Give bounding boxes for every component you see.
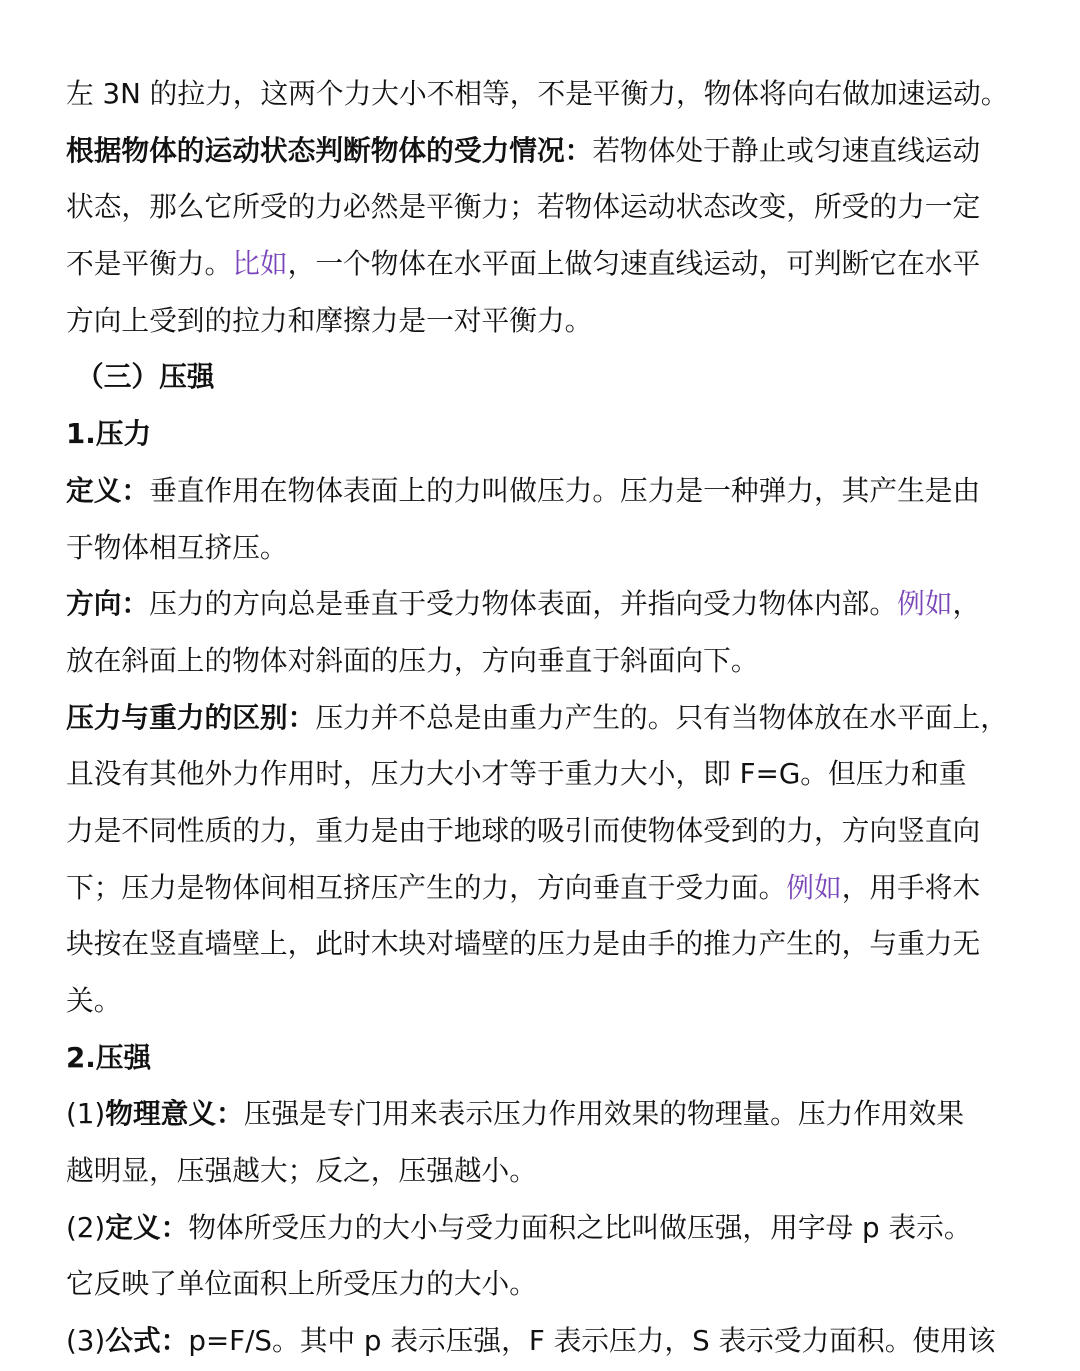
- text-run: 越明显，压强越大；反之，压强越小。: [66, 1154, 537, 1188]
- text-line: [66, 179, 1026, 236]
- text-run: 不是平衡力。: [66, 247, 233, 281]
- text-run: 状态，那么它所受的力必然是平衡力；若物体运动状态改变，所受的力一定: [66, 190, 981, 224]
- text-run: ，一个物体在水平面上做匀速直线运动，可判断它在水平: [287, 247, 981, 281]
- bold-term: 物理意义：: [105, 1097, 244, 1131]
- text-line: [66, 973, 1026, 1030]
- example-marker: 比如: [232, 247, 288, 281]
- bold-term: （三）压强: [76, 360, 215, 394]
- text-run: 压强是专门用来表示压力作用效果的物理量。压力作用效果: [243, 1097, 965, 1131]
- text-run: 力是不同性质的力，重力是由于地球的吸引而使物体受到的力，方向竖直向: [66, 813, 981, 847]
- text-run: 且没有其他外力作用时，压力大小才等于重力大小，即 F=G。但压力和重: [66, 757, 967, 791]
- text-run: 压力并不总是由重力产生的。只有当物体放在水平面上，: [315, 700, 1008, 734]
- text-line: [66, 1313, 1026, 1370]
- text-run: p=F/S。其中 p 表示压强，F 表示压力，S 表示受力面积。使用该: [188, 1324, 996, 1358]
- bold-term: 压力与重力的区别：: [66, 700, 316, 734]
- example-marker: 例如: [786, 870, 842, 904]
- text-line: [66, 463, 1026, 520]
- text-line: [66, 690, 1026, 747]
- text-run: 若物体处于静止或匀速直线运动: [592, 133, 981, 167]
- text-run: 物体所受压力的大小与受力面积之比叫做压强，用字母 p 表示。: [188, 1210, 972, 1244]
- text-run: 方向上受到的拉力和摩擦力是一对平衡力。: [66, 303, 593, 337]
- text-line: [66, 1143, 1026, 1200]
- text-run: 块按在竖直墙壁上，此时木块对墙壁的压力是由手的推力产生的，与重力无: [66, 927, 981, 961]
- bold-term: 定义：: [105, 1210, 189, 1244]
- text-line: [66, 633, 1026, 690]
- document-body: [66, 66, 1026, 1370]
- text-line: [66, 406, 1026, 463]
- text-run: 下；压力是物体间相互挤压产生的力，方向垂直于受力面。: [66, 870, 787, 904]
- text-run: 左 3N 的拉力，这两个力大小不相等，不是平衡力，物体将向右做加速运动。: [66, 77, 1009, 110]
- text-run: 压力的方向总是垂直于受力物体表面，并指向受力物体内部。: [149, 587, 898, 621]
- text-line: [66, 236, 1026, 293]
- text-line: [66, 860, 1026, 917]
- text-run: 于物体相互挤压。: [66, 530, 288, 564]
- text-run: ，用手将木: [841, 870, 981, 904]
- text-line: [66, 66, 1026, 123]
- bold-term: 定义：: [66, 473, 150, 507]
- text-line: [66, 1200, 1026, 1257]
- text-line: [66, 123, 1026, 180]
- text-line: [66, 576, 1026, 633]
- text-line: [66, 1086, 1026, 1143]
- example-marker: 例如: [897, 587, 953, 621]
- bold-term: 2.压强: [66, 1040, 152, 1074]
- text-run: 垂直作用在物体表面上的力叫做压力。压力是一种弹力，其产生是由: [149, 473, 981, 507]
- text-run: 它反映了单位面积上所受压力的大小。: [66, 1267, 537, 1301]
- text-line: [66, 803, 1026, 860]
- text-run: 放在斜面上的物体对斜面的压力，方向垂直于斜面向下。: [66, 643, 759, 677]
- text-line: [66, 293, 1026, 350]
- text-line: [66, 1030, 1026, 1087]
- text-run: 关。: [66, 984, 122, 1017]
- text-line: [66, 349, 1026, 406]
- text-run: (2): [66, 1210, 106, 1244]
- bold-term: 方向：: [66, 587, 150, 621]
- text-line: [66, 520, 1026, 577]
- text-run: ，: [952, 587, 981, 621]
- bold-term: 公式：: [105, 1324, 189, 1358]
- text-run: (1): [66, 1097, 106, 1131]
- bold-term: 1.压力: [66, 417, 152, 451]
- bold-term: 根据物体的运动状态判断物体的受力情况：: [66, 133, 593, 167]
- text-line: [66, 746, 1026, 803]
- text-line: [66, 916, 1026, 973]
- text-run: (3): [66, 1324, 106, 1358]
- text-line: [66, 1256, 1026, 1313]
